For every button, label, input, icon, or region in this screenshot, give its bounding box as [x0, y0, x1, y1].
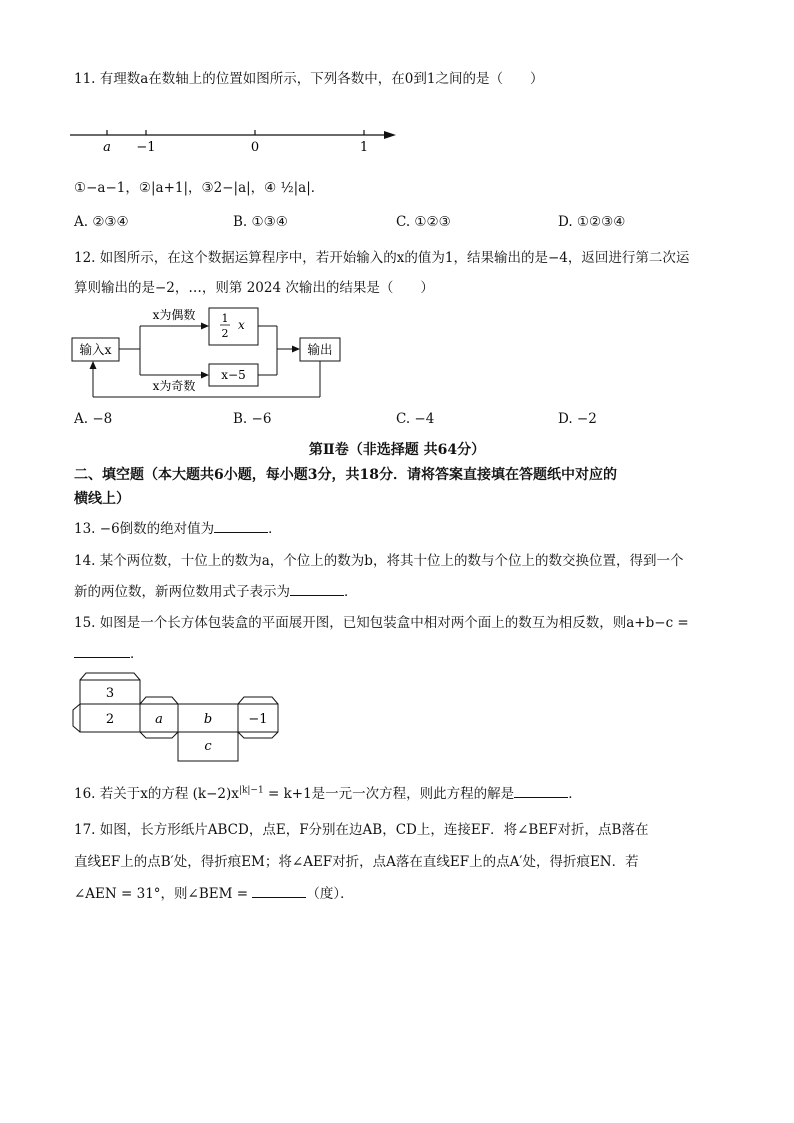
q11-option-d: D. ①②③④ [558, 214, 626, 230]
flow-half-num: 1 [221, 312, 229, 325]
q13-text: 13. −6倒数的绝对值为 [74, 521, 215, 537]
q15-line2 [74, 642, 144, 662]
net-face-a: a [155, 712, 163, 727]
axis-label-neg1: −1 [136, 140, 156, 155]
q16-period: ． [568, 786, 582, 802]
net-face-2: 2 [105, 712, 115, 727]
q14-period: ． [344, 584, 358, 600]
flow-half-var: x [238, 318, 245, 332]
q11-stem: 11. 有理数a在数轴上的位置如图所示，下列各数中，在0到1之间的是（ ） [74, 71, 544, 87]
q12-option-d: D. −2 [558, 411, 597, 427]
axis-label-1: 1 [359, 140, 369, 155]
flow-output-label: 输出 [307, 342, 333, 357]
q16-exponent: |k|−1 [238, 785, 264, 796]
q12-option-b: B. −6 [233, 411, 272, 427]
net-face-c: c [204, 739, 212, 754]
q13-answer-blank[interactable] [214, 518, 268, 533]
q14-text: 新的两位数，新两位数用式子表示为 [74, 584, 290, 600]
axis-label-0: 0 [250, 140, 260, 155]
q14-answer-blank[interactable] [290, 581, 344, 596]
section-2-title: 第Ⅱ卷（非选择题 共64分） [308, 442, 486, 458]
flow-odd-condition: x为奇数 [152, 379, 196, 393]
flow-input-label: 输入x [79, 342, 112, 357]
q13 [74, 517, 282, 537]
flow-half-den: 2 [221, 327, 229, 340]
q11-expressions: ①−a−1，②|a+1|，③2−|a|，④ ½|a|． [74, 180, 325, 196]
q11-option-b: B. ①③④ [233, 214, 288, 230]
number-line [66, 122, 406, 162]
q17-unit: （度）． [306, 886, 354, 902]
q11-option-a: A. ②③④ [74, 214, 129, 230]
q12-option-a: A. −8 [74, 411, 113, 427]
q16-text-middle: = k+1是一元一次方程，则此方程的解是 [263, 786, 515, 802]
q16 [74, 782, 582, 802]
q12-stem-line1: 12. 如图所示，在这个数据运算程序中，若开始输入的x的值为1，结果输出的是−4，返回进行第二次运 [74, 250, 690, 266]
net-face-neg1: −1 [248, 712, 268, 727]
q15-answer-blank[interactable] [74, 643, 130, 658]
q17-text: ∠AEN = 31°，则∠BEM = [74, 886, 253, 902]
q11-option-c: C. ①②③ [396, 214, 451, 230]
q12-stem-line2: 算则输出的是−2，…，则第 2024 次输出的结果是（ ） [74, 280, 434, 296]
q17-line2: 直线EF上的点B′处，得折痕EM；将∠AEF对折，点A落在直线EF上的点A′处，得折痕EN．若 [74, 854, 639, 870]
axis-label-a: a [103, 140, 111, 155]
q16-text-before: 16. 若关于x的方程 (k−2)x [74, 786, 239, 802]
q16-answer-blank[interactable] [514, 783, 568, 798]
q17-line1: 17. 如图，长方形纸片ABCD，点E，F分别在边AB，CD上，连接EF．将∠BEF对折，点B落在 [74, 822, 649, 838]
net-face-3: 3 [105, 686, 115, 701]
q15-line1: 15. 如图是一个长方体包装盒的平面展开图，已知包装盒中相对两个面上的数互为相反数，则a+b−c = [74, 615, 689, 631]
q12-option-c: C. −4 [396, 411, 435, 427]
flow-even-condition: x为偶数 [152, 308, 196, 322]
q17-answer-blank[interactable] [252, 883, 306, 898]
box-net-diagram [66, 668, 288, 768]
q14-line2 [74, 580, 358, 600]
q13-period: ． [268, 521, 282, 537]
section-2-heading-line1: 二、填空题（本大题共6小题，每小题3分，共18分．请将答案直接填在答题纸中对应的 [74, 467, 617, 483]
flowchart [66, 300, 366, 400]
q15-period: ． [130, 646, 144, 662]
q14-line1: 14. 某个两位数，十位上的数为a，个位上的数为b，将其十位上的数与个位上的数交换位置，得到一个 [74, 553, 684, 569]
net-face-b: b [203, 712, 213, 727]
q17-line3 [74, 882, 354, 902]
flow-minus5: x−5 [221, 368, 246, 382]
section-2-heading-line2: 横线上） [74, 491, 130, 507]
